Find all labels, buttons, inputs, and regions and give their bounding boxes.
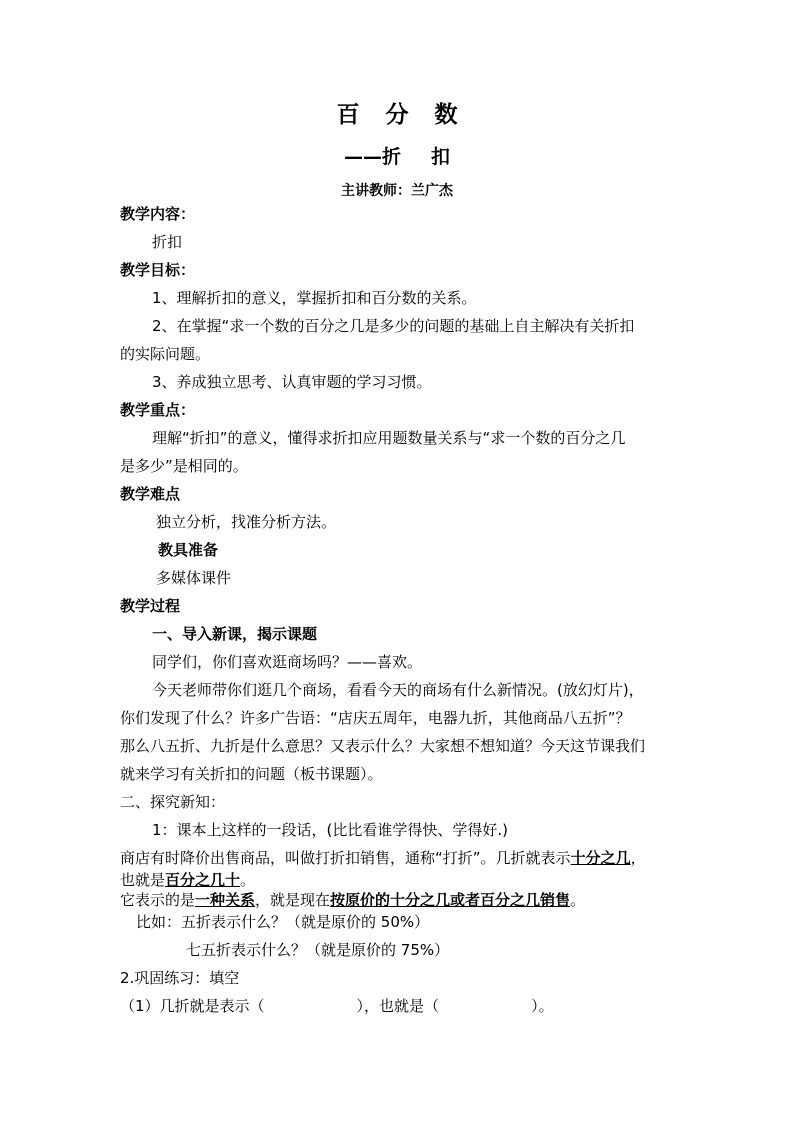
relation-text: 。 <box>570 891 586 909</box>
step2-item: 1：课本上这样的一段话，(比比看谁学得快、学得好.) <box>152 821 509 839</box>
key-heading: 教学重点： <box>120 401 196 419</box>
paragraph-continued: 就来学习有关折扣的问题（板书课题）。 <box>120 765 383 783</box>
goal-item: 3、养成独立思考、认真审题的学习习惯。 <box>152 373 432 391</box>
question-text: ）。 <box>531 997 554 1015</box>
definition-text: 商店有时降价出售商品，叫做打折扣销售，通称“打折”。几折就表示 <box>120 849 571 867</box>
relation-text: ，就是现在 <box>255 891 331 909</box>
definition-line <box>120 869 255 891</box>
question-text: （1）几折就是表示（ <box>120 997 265 1015</box>
document-title <box>0 96 794 129</box>
title-char: 数 <box>434 102 484 128</box>
subtitle-dash: —— <box>343 146 382 168</box>
definition-text: ， <box>630 849 646 867</box>
tools-text: 多媒体课件 <box>156 569 232 587</box>
title-char: 百 <box>336 102 386 128</box>
practice-question <box>120 995 554 1017</box>
step1-heading: 一、导入新课，揭示课题 <box>152 625 318 643</box>
goal-item-continued: 的实际问题。 <box>120 345 211 363</box>
question-text: ），也就是（ <box>356 997 440 1015</box>
paragraph: 今天老师带你们逛几个商场，看看今天的商场有什么新情况。(放幻灯片)， <box>152 681 644 699</box>
difficulty-text: 独立分析，找准分析方法。 <box>156 513 337 531</box>
title-char: 分 <box>385 102 435 128</box>
subtitle-char: 折 <box>381 146 401 168</box>
subtitle-char: 扣 <box>431 146 451 168</box>
paragraph-continued: 那么八五折、九折是什么意思？又表示什么？大家想不想知道？今天这节课我们 <box>120 737 646 755</box>
definition-text: 也就是 <box>120 871 166 889</box>
relation-line <box>120 889 585 911</box>
goal-item: 1、理解折扣的意义，掌握折扣和百分数的关系。 <box>152 289 477 307</box>
definition-line <box>120 847 646 869</box>
key-text: 理解“折扣”的意义，懂得求折扣应用题数量关系与“求一个数的百分之几 <box>152 429 626 447</box>
process-heading: 教学过程 <box>120 597 181 615</box>
teacher-line: 主讲教师：兰广杰 <box>341 183 453 199</box>
relation-text: 它表示的是 <box>120 891 196 909</box>
goal-item: 2、在掌握“求一个数的百分之几是多少的问题的基础上自主解决有关折扣 <box>152 317 635 335</box>
content-heading: 教学内容： <box>120 205 196 223</box>
example-item: 比如：五折表示什么？（就是原价的 50%） <box>136 913 430 931</box>
definition-highlight: 十分之几 <box>570 849 631 867</box>
relation-highlight: 按原价的十分之几或者百分之几销售 <box>330 891 571 909</box>
definition-highlight: 百分之几十 <box>165 871 241 889</box>
step2-heading: 二、探究新知： <box>120 793 226 811</box>
content-text: 折扣 <box>152 233 183 251</box>
paragraph-continued: 你们发现了什么？许多广告语：“店庆五周年，电器九折，其他商品八五折”？ <box>120 709 631 727</box>
goals-heading: 教学目标： <box>120 261 196 279</box>
document-subtitle <box>0 142 794 169</box>
difficulty-heading: 教学难点 <box>120 485 181 503</box>
paragraph: 同学们，你们喜欢逛商场吗？——喜欢。 <box>152 653 423 671</box>
tools-heading: 教具准备 <box>158 541 219 559</box>
key-text-continued: 是多少”是相同的。 <box>120 457 248 475</box>
example-item: 七五折表示什么？（就是原价的 75%） <box>186 941 450 959</box>
relation-highlight: 一种关系 <box>195 891 256 909</box>
definition-text: 。 <box>240 871 256 889</box>
practice-heading: 2.巩固练习：填空 <box>120 969 240 987</box>
